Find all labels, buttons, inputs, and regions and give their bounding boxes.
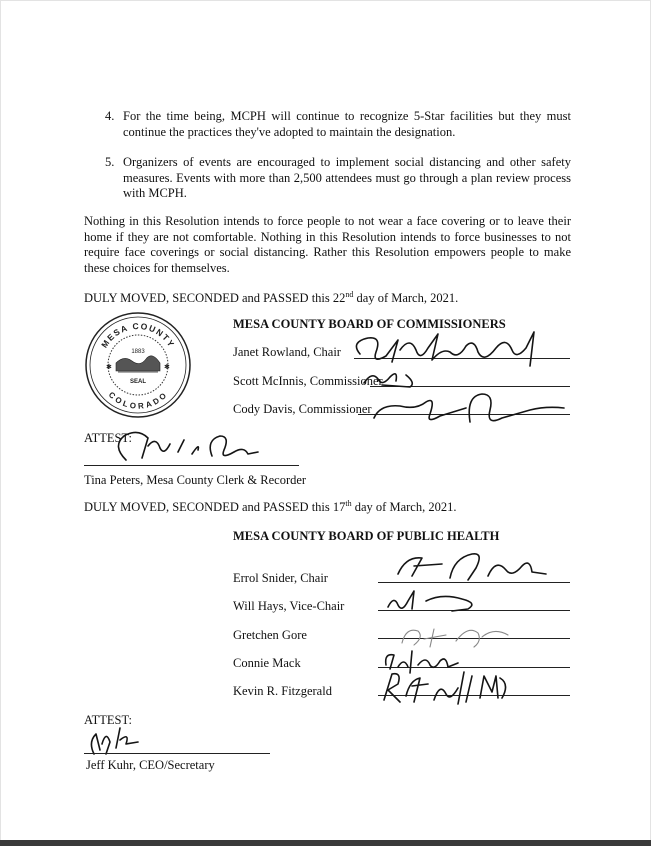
- item-4-text: For the time being, MCPH will continue to recognize 5-Star facilities but they must continue the practices they've adopted to maintain the designation.: [123, 109, 571, 139]
- attest-line-1: [84, 465, 299, 466]
- svg-text:✱: ✱: [164, 363, 170, 371]
- svg-text:✱: ✱: [106, 363, 112, 371]
- hays-signature: [382, 587, 502, 617]
- item-5-number: 5.: [105, 155, 115, 169]
- seal-year: 1883: [131, 349, 145, 355]
- peters-signature: [108, 422, 268, 470]
- snider-signature: [392, 548, 552, 584]
- commissioners-heading: MESA COUNTY BOARD OF COMMISSIONERS: [233, 317, 506, 331]
- item-4-number: 4.: [105, 109, 115, 123]
- fitzgerald-signature: [380, 668, 510, 706]
- commissioner-name: Janet Rowland, Chair: [233, 345, 341, 359]
- seal-bottom-text: COLORADO: [106, 390, 170, 411]
- attest-label-1: ATTEST:: [84, 431, 132, 445]
- attest-name-1: Tina Peters, Mesa County Clerk & Recorder: [84, 473, 307, 487]
- attest-name-2: Jeff Kuhr, CEO/Secretary: [86, 758, 215, 772]
- resolution-statement: Nothing in this Resolution intends to force people to not wear a face covering or to leave their home if they are not comfortable. Nothing in this Resolution intends to force businesses to not require face coverings or social distancing. Rather this Resolution empowers people to make these choices for themselves.: [84, 214, 571, 275]
- health-member-name: Connie Mack: [233, 656, 301, 670]
- commissioner-name: Scott McInnis, Commissioner: [233, 374, 383, 388]
- commissioner-name: Cody Davis, Commissioner: [233, 402, 372, 416]
- viewer-bottom-edge: [0, 840, 651, 846]
- health-member-name: Kevin R. Fitzgerald: [233, 684, 332, 698]
- attest-line-2: [84, 753, 270, 754]
- seal-center-text: SEAL: [129, 379, 147, 385]
- county-seal: [84, 311, 192, 419]
- passed-line-commissioners: DULY MOVED, SECONDED and PASSED this 22nd day of March, 2021.: [84, 289, 459, 305]
- item-5-text: Organizers of events are encouraged to implement social distancing and other safety measures. Events with more than 2,500 attendees must go through a plan review process with MCPH.: [123, 155, 571, 200]
- seal-top-text: MESA COUNTY: [99, 320, 177, 350]
- passed-line-health: DULY MOVED, SECONDED and PASSED this 17th day of March, 2021.: [84, 498, 457, 514]
- health-member-name: Will Hays, Vice-Chair: [233, 599, 345, 613]
- davis-signature: [370, 388, 570, 430]
- health-member-name: Gretchen Gore: [233, 628, 307, 642]
- attest-label-2: ATTEST:: [84, 713, 132, 727]
- health-member-name: Errol Snider, Chair: [233, 571, 328, 585]
- health-board-heading: MESA COUNTY BOARD OF PUBLIC HEALTH: [233, 529, 500, 543]
